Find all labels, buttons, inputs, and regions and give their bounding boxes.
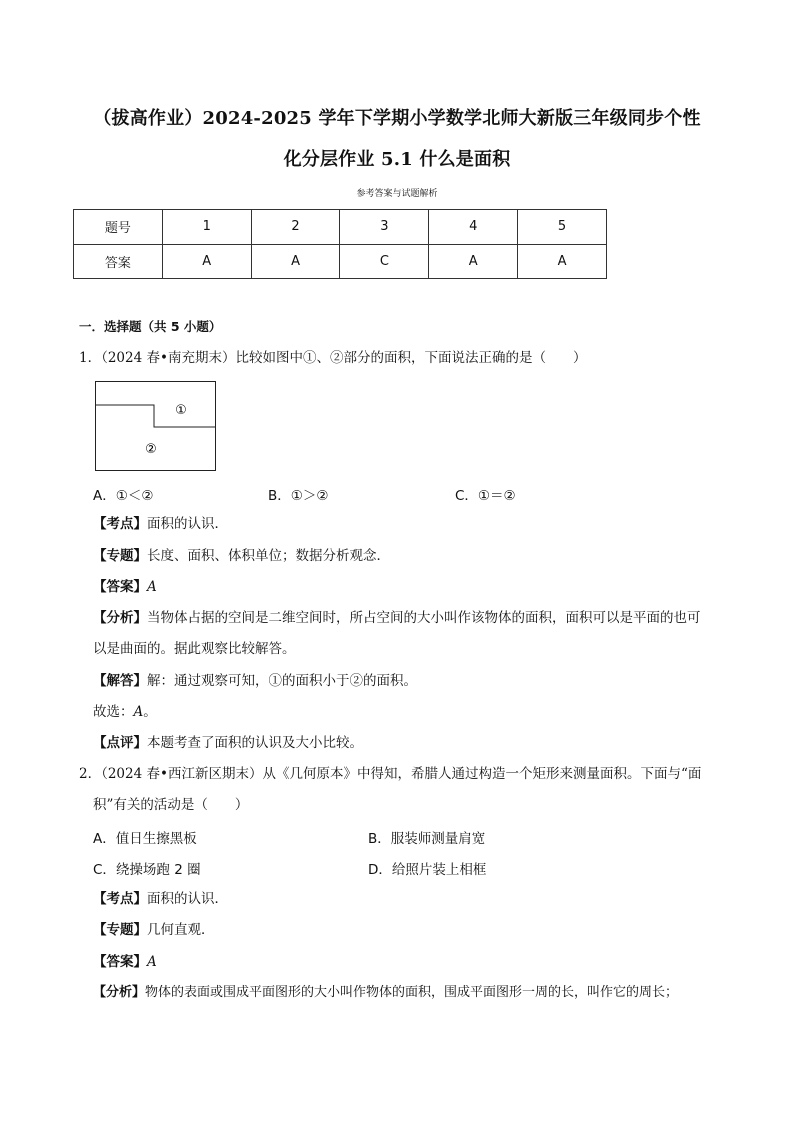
section-heading: 一．选择题（共 5 小题） bbox=[79, 319, 222, 334]
q2-kaodian bbox=[93, 889, 228, 909]
daan-value: A bbox=[147, 579, 157, 595]
figure-label-2: ② bbox=[145, 442, 157, 457]
q1-fenxi-line2: 以是曲面的。据此观察比较解答。 bbox=[93, 641, 296, 657]
figure-outer-rect bbox=[96, 382, 216, 471]
q1-guxuan bbox=[93, 702, 157, 722]
kaodian-text: 面积的认识． bbox=[147, 891, 228, 907]
daan-value: A bbox=[147, 954, 157, 970]
jieda-tag: 【解答】 bbox=[93, 673, 147, 689]
q2-option-d[interactable]: D．给照片装上相框 bbox=[368, 862, 487, 878]
fenxi-tag: 【分析】 bbox=[93, 985, 146, 1000]
document-title-line1: （拔高作业）2024-2025 学年下学期小学数学北师大新版三年级同步个性 bbox=[93, 108, 701, 129]
q1-option-c[interactable]: C．①＝② bbox=[455, 488, 516, 504]
table-cell: 答案 bbox=[74, 244, 163, 279]
q2-zhuanti bbox=[93, 920, 215, 940]
q1-option-a[interactable]: A．①＜② bbox=[93, 488, 154, 504]
area-comparison-figure bbox=[95, 381, 217, 473]
q1-fenxi bbox=[93, 608, 701, 628]
q2-daan bbox=[93, 952, 157, 972]
table-cell: 题号 bbox=[74, 210, 163, 245]
fenxi-text-1: 物体的表面或围成平面图形的大小叫作物体的面积，围成平面图形一周的长，叫作它的周长； bbox=[145, 985, 679, 1000]
figure-divider-line bbox=[96, 405, 216, 427]
zhuanti-tag: 【专题】 bbox=[93, 548, 147, 564]
table-cell: A bbox=[518, 244, 607, 279]
dianping-tag: 【点评】 bbox=[93, 735, 147, 751]
document-title-line2: 化分层作业 5.1 什么是面积 bbox=[283, 149, 511, 170]
zhuanti-text: 长度、面积、体积单位；数据分析观念． bbox=[147, 548, 390, 564]
table-cell: 2 bbox=[251, 210, 340, 245]
fenxi-tag: 【分析】 bbox=[93, 610, 147, 626]
guxuan-value: A bbox=[133, 704, 144, 720]
zhuanti-tag: 【专题】 bbox=[93, 922, 147, 938]
question-2-stem-line2: 积”有关的活动是（ ） bbox=[93, 797, 249, 813]
q1-dianping bbox=[93, 733, 363, 753]
question-2-stem-line1: 2．（2024 春•西江新区期末）从《几何原本》中得知，希腊人通过构造一个矩形来测量面积。下面与“面 bbox=[79, 766, 702, 782]
table-cell: A bbox=[429, 244, 518, 279]
jieda-text: 解：通过观察可知，①的面积小于②的面积。 bbox=[147, 673, 417, 689]
table-cell: 3 bbox=[340, 210, 429, 245]
table-cell: A bbox=[251, 244, 340, 279]
table-cell: 4 bbox=[429, 210, 518, 245]
kaodian-tag: 【考点】 bbox=[93, 516, 147, 532]
question-1-stem: 1．（2024 春•南充期末）比较如图中①、②部分的面积，下面说法正确的是（ ） bbox=[79, 350, 587, 366]
table-cell: C bbox=[340, 244, 429, 279]
guxuan-label: 故选： bbox=[93, 704, 134, 720]
q2-fenxi bbox=[93, 983, 678, 1003]
q1-daan bbox=[93, 577, 157, 597]
table-cell: A bbox=[162, 244, 251, 279]
daan-tag: 【答案】 bbox=[93, 579, 147, 595]
document-subtitle: 参考答案与试题解析 bbox=[356, 189, 438, 199]
q1-jieda bbox=[93, 671, 417, 691]
q2-option-a[interactable]: A．值日生擦黑板 bbox=[93, 831, 197, 847]
kaodian-text: 面积的认识． bbox=[147, 516, 228, 532]
table-cell: 1 bbox=[162, 210, 251, 245]
q1-option-b[interactable]: B．①＞② bbox=[268, 488, 329, 504]
q2-option-b[interactable]: B．服装师测量肩宽 bbox=[368, 831, 486, 847]
q2-option-c[interactable]: C．绕操场跑 2 圈 bbox=[93, 862, 201, 878]
dianping-text: 本题考查了面积的认识及大小比较。 bbox=[147, 735, 363, 751]
kaodian-tag: 【考点】 bbox=[93, 891, 147, 907]
figure-label-1: ① bbox=[175, 403, 187, 418]
q1-zhuanti bbox=[93, 546, 390, 566]
guxuan-end: 。 bbox=[143, 704, 157, 720]
table-cell: 5 bbox=[518, 210, 607, 245]
zhuanti-text: 几何直观． bbox=[147, 922, 215, 938]
daan-tag: 【答案】 bbox=[93, 954, 147, 970]
answer-table-row-number bbox=[74, 210, 607, 245]
q1-kaodian bbox=[93, 514, 228, 534]
answer-table-row-answer bbox=[74, 244, 607, 279]
fenxi-text-1: 当物体占据的空间是二维空间时，所占空间的大小叫作该物体的面积，面积可以是平面的也可 bbox=[147, 610, 701, 626]
answer-table bbox=[73, 209, 607, 279]
